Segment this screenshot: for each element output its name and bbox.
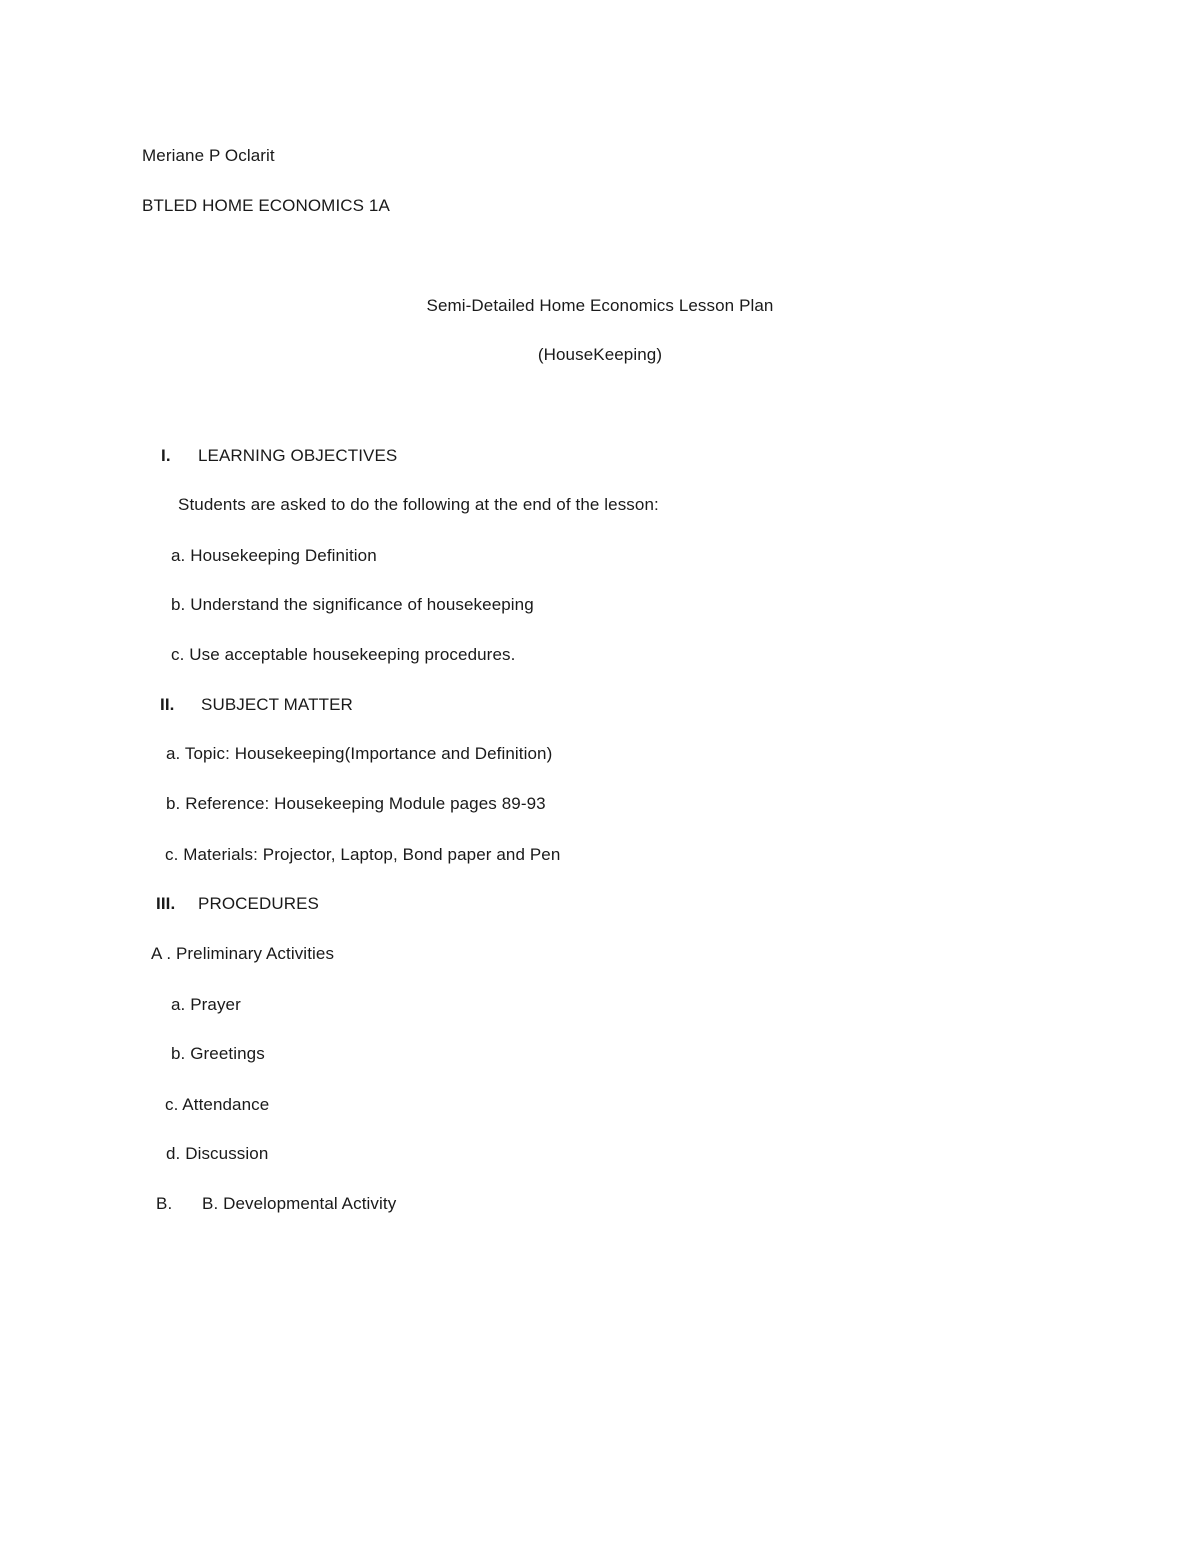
- list-item: b. Understand the significance of housekeeping: [171, 595, 534, 614]
- section-1-intro: Students are asked to do the following at the end of the lesson:: [178, 495, 659, 514]
- subsection-a-label: A . Preliminary Activities: [151, 944, 335, 963]
- document-subtitle: (HouseKeeping): [537, 345, 663, 364]
- list-item: c. Attendance: [165, 1095, 270, 1114]
- section-2-numeral: II.: [160, 695, 175, 714]
- section-1-heading: LEARNING OBJECTIVES: [198, 446, 398, 465]
- course-name: BTLED HOME ECONOMICS 1A: [142, 196, 390, 215]
- list-item: d. Discussion: [166, 1144, 269, 1163]
- author-name: Meriane P Oclarit: [142, 146, 275, 165]
- document-title: Semi-Detailed Home Economics Lesson Plan: [426, 296, 774, 315]
- section-3-numeral: III.: [156, 894, 176, 913]
- list-item: b. Reference: Housekeeping Module pages 89-93: [166, 794, 546, 813]
- section-2-heading: SUBJECT MATTER: [201, 695, 353, 714]
- section-3-heading: PROCEDURES: [198, 894, 319, 913]
- list-item: a. Prayer: [171, 995, 241, 1014]
- list-item: b. Greetings: [171, 1044, 265, 1063]
- list-item: a. Housekeeping Definition: [171, 546, 377, 565]
- subsection-b-marker: B.: [156, 1194, 173, 1213]
- section-1-numeral: I.: [161, 446, 171, 465]
- list-item: c. Materials: Projector, Laptop, Bond paper and Pen: [165, 845, 561, 864]
- list-item: a. Topic: Housekeeping(Importance and Definition): [166, 744, 553, 763]
- list-item: c. Use acceptable housekeeping procedures.: [171, 645, 516, 664]
- subsection-b-label: B. Developmental Activity: [202, 1194, 397, 1213]
